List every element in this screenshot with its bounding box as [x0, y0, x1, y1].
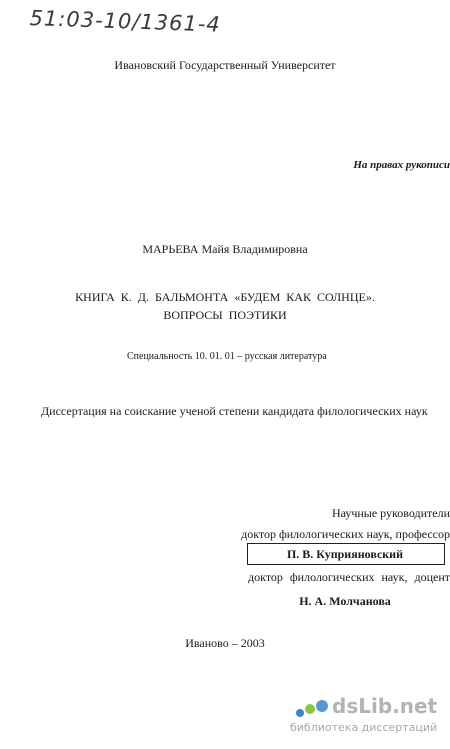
watermark-tagline: библиотека диссертаций [290, 721, 438, 734]
supervisors-label: Научные руководители [331, 506, 450, 520]
specialty-line: Специальность 10. 01. 01 – русская литература [127, 351, 327, 362]
city-year: Иваново – 2003 [185, 636, 265, 650]
supervisor-1-degree: доктор филологических наук, профессор [241, 527, 450, 541]
university-name: Ивановский Государственный Университет [114, 58, 336, 72]
dslib-logo-icon [294, 697, 330, 719]
thesis-title-line-2: ВОПРОСЫ ПОЭТИКИ [163, 308, 287, 322]
thesis-title-line-1: КНИГА К. Д. БАЛЬМОНТА «БУДЕМ КАК СОЛНЦЕ». [75, 290, 375, 304]
rights-note: На правах рукописи [353, 159, 450, 171]
supervisor-2-degree: доктор филологических наук, доцент [248, 570, 450, 584]
watermark-site-name: dsLib.net [332, 694, 438, 718]
dslib-watermark[interactable] [290, 695, 440, 735]
handwritten-catalog-code: 51:03-10/1361-4 [29, 6, 222, 37]
author-name: МАРЬЕВА Майя Владимировна [142, 242, 308, 256]
dissertation-statement: Диссертация на соискание ученой степени кандидата филологических наук [41, 404, 428, 418]
supervisor-1-name: П. В. Куприяновский [286, 547, 404, 561]
supervisor-2-name: Н. А. Молчанова [299, 594, 391, 608]
